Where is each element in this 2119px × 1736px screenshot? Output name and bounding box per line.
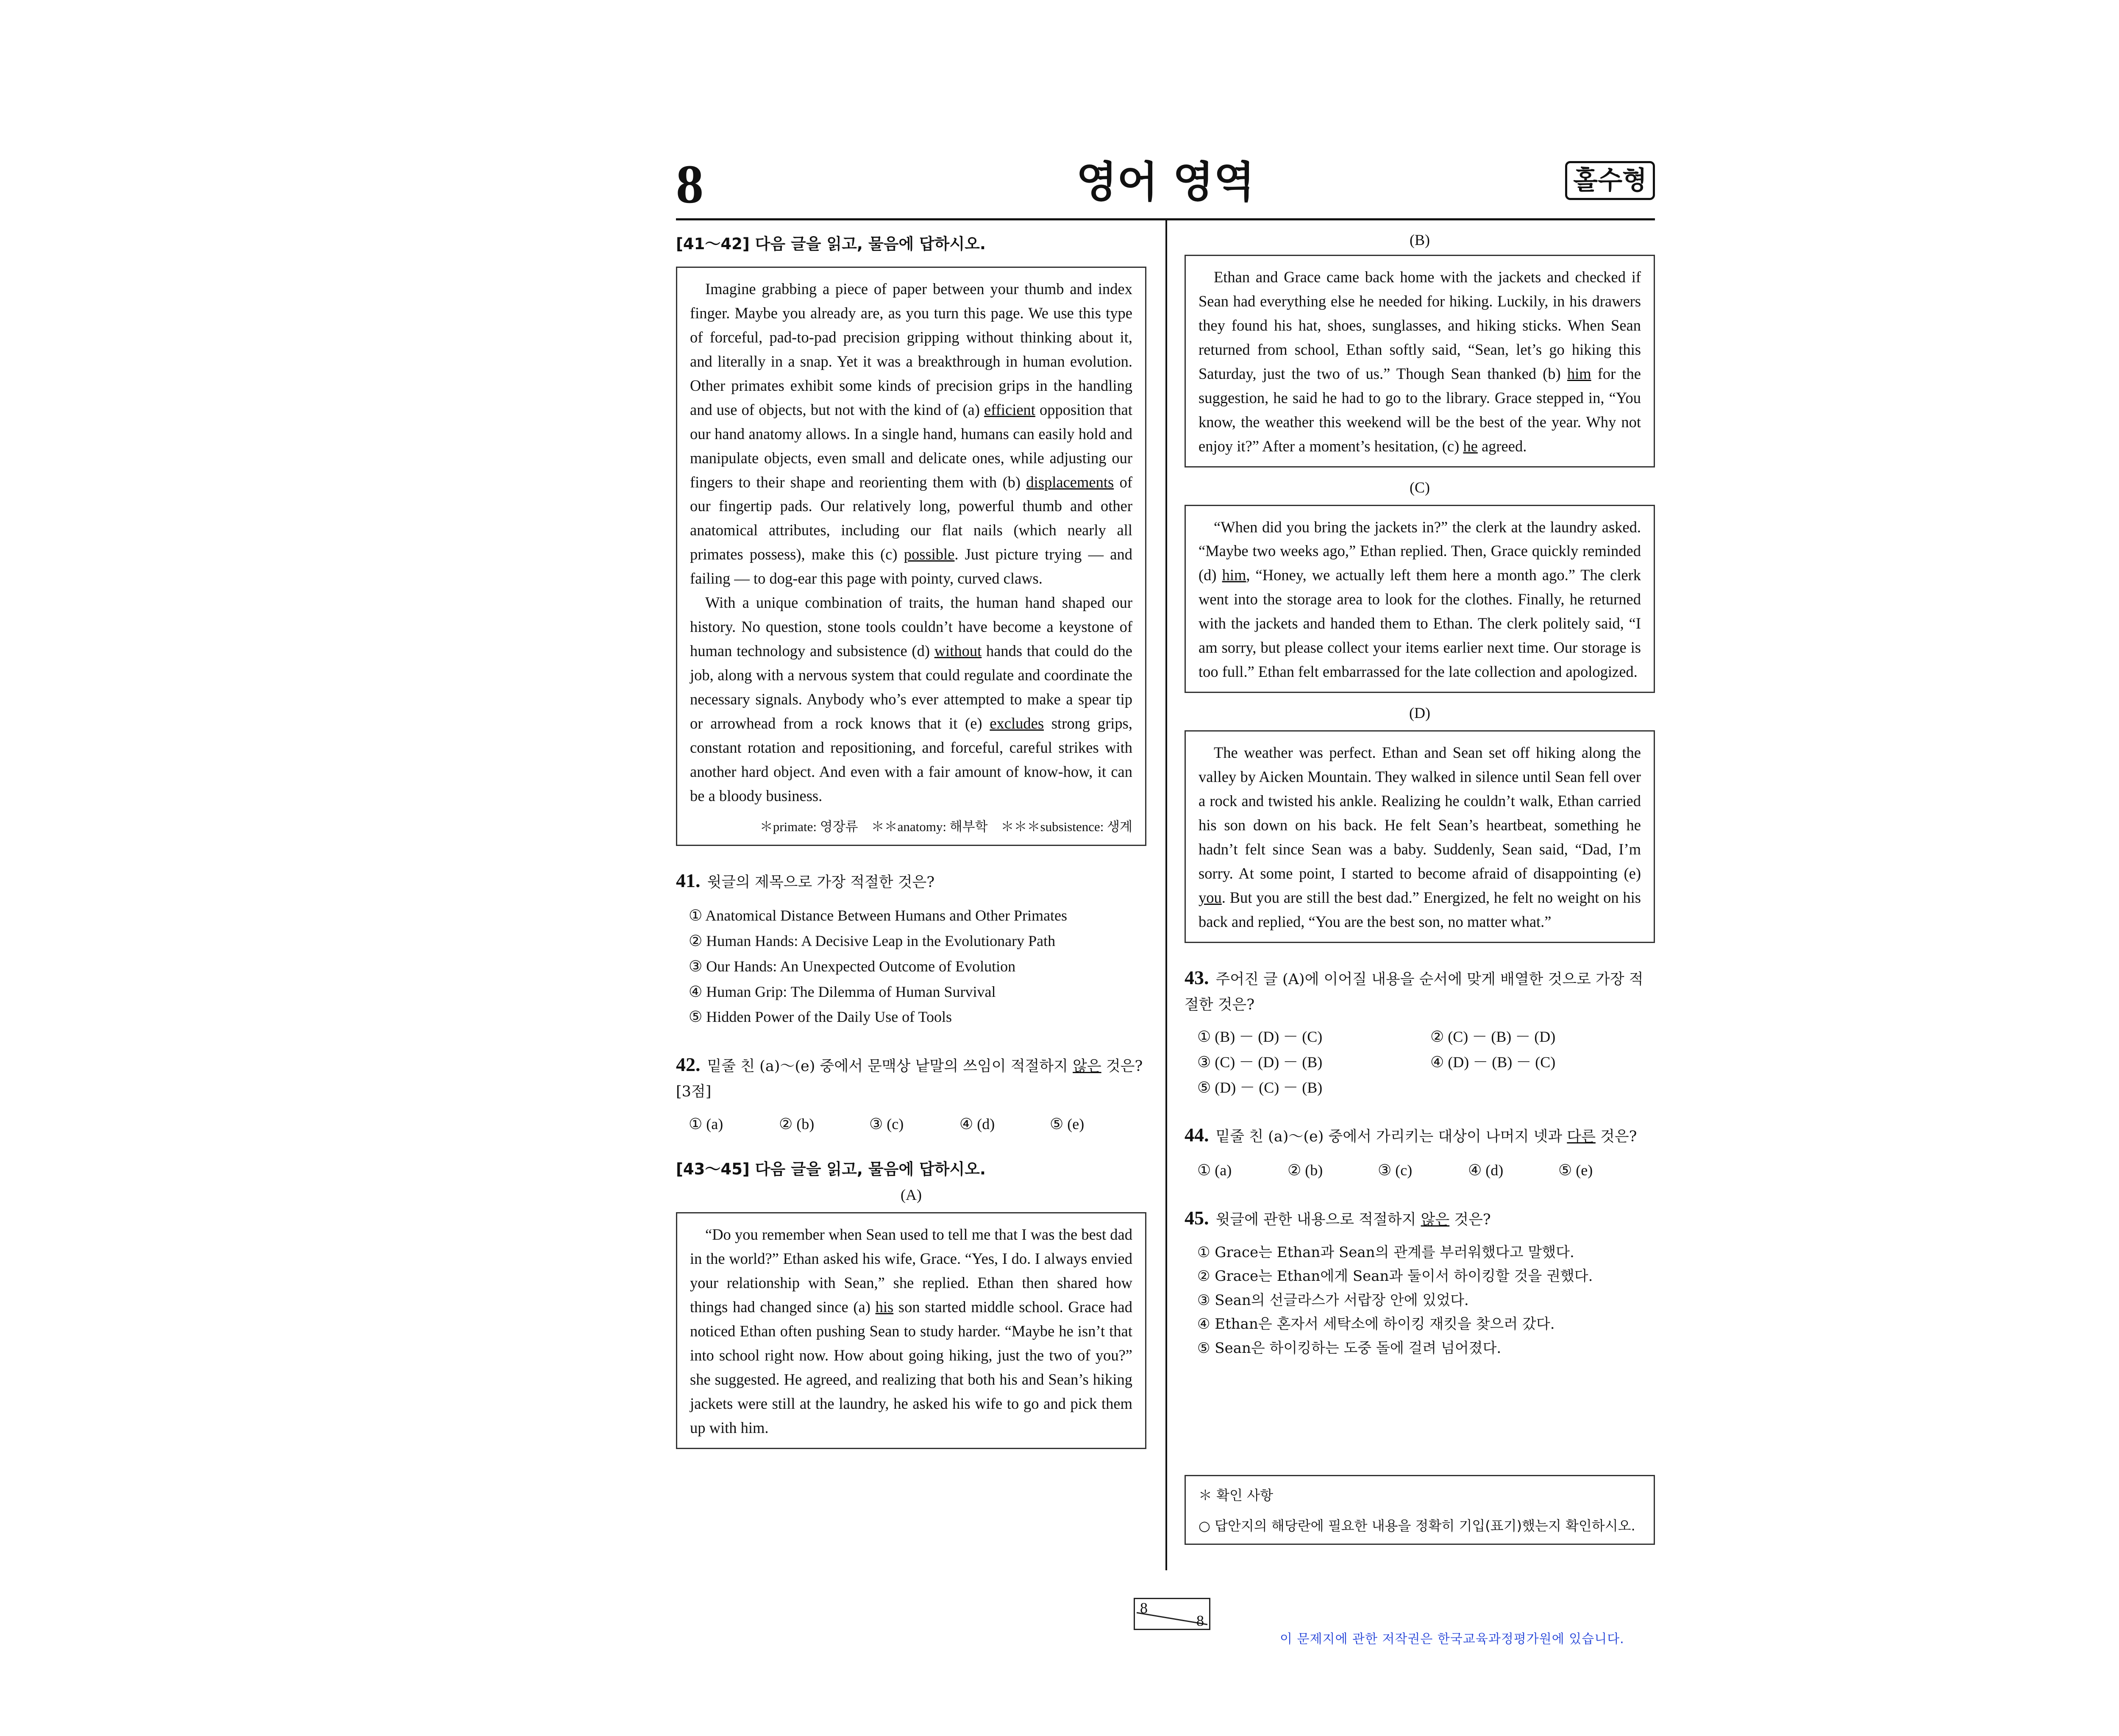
answer-option[interactable]: ⑤ Sean은 하이킹하는 도중 돌에 걸려 넘어졌다. xyxy=(1197,1339,1502,1357)
answer-option[interactable]: ③ (c) xyxy=(1378,1161,1413,1179)
underlined-word: you xyxy=(1199,888,1222,906)
question-43 xyxy=(1185,963,1655,1101)
page-number: 8 xyxy=(676,154,704,215)
answer-option[interactable]: ④ (D) － (B) － (C) xyxy=(1430,1053,1556,1071)
answer-option[interactable]: ② (b) xyxy=(1288,1161,1323,1179)
question-45 xyxy=(1185,1203,1655,1360)
instruction-41-42: [41～42] 다음 글을 읽고, 물음에 답하시오. xyxy=(676,235,986,253)
question-text: 윗글의 제목으로 가장 적절한 것은? xyxy=(707,874,935,891)
underlined-word: excludes xyxy=(990,714,1044,732)
question-number: 44. xyxy=(1185,1124,1209,1146)
answer-option[interactable]: ② Human Hands: A Decisive Leap in the Evolutionary Path xyxy=(689,932,1056,950)
answer-option[interactable]: ③ Sean의 선글라스가 서랍장 안에 있었다. xyxy=(1197,1291,1469,1309)
question-text: 윗글에 관한 내용으로 적절하지 않은 것은? xyxy=(1215,1211,1491,1228)
question-number: 42. xyxy=(676,1054,701,1076)
answer-option[interactable]: ⑤ Hidden Power of the Daily Use of Tools xyxy=(689,1008,952,1026)
section-label-a: (A) xyxy=(901,1186,922,1204)
answer-option[interactable]: ④ Ethan은 혼자서 세탁소에 하이킹 재킷을 찾으러 갔다. xyxy=(1197,1316,1555,1333)
checklist-title: ＊ 확인 사항 xyxy=(1199,1487,1273,1503)
answer-option[interactable]: ⑤ (e) xyxy=(1050,1115,1085,1132)
answer-option[interactable]: ① Anatomical Distance Between Humans and Other Primates xyxy=(689,907,1068,924)
answer-option[interactable]: ③ Our Hands: An Unexpected Outcome of Evolution xyxy=(689,957,1016,975)
section-label-b: (B) xyxy=(1410,231,1430,248)
exam-page xyxy=(676,153,1655,1615)
question-42 xyxy=(676,1049,1146,1137)
checklist-box xyxy=(1185,1475,1655,1545)
answer-option[interactable]: ③ (c) xyxy=(869,1115,904,1132)
answer-option[interactable]: ① (B) － (D) － (C) xyxy=(1197,1028,1323,1046)
answer-option[interactable]: ④ (d) xyxy=(959,1115,995,1132)
answer-option[interactable]: ④ Human Grip: The Dilemma of Human Survival xyxy=(689,983,996,1000)
question-text: 밑줄 친 (a)～(e) 중에서 문맥상 낱말의 쓰임이 적절하지 않은 것은? [3점] xyxy=(676,1058,1143,1101)
answer-option[interactable]: ① Grace는 Ethan과 Sean의 관계를 부러워했다고 말했다. xyxy=(1197,1244,1574,1261)
underlined-word: him xyxy=(1567,364,1591,382)
underlined-word: possible xyxy=(904,545,955,563)
answer-option[interactable]: ① (a) xyxy=(1197,1161,1232,1179)
underlined-word: displacements xyxy=(1026,473,1114,491)
page-title: 영어 영역 xyxy=(1076,157,1255,207)
right-column xyxy=(1185,231,1655,1360)
underlined-word: his xyxy=(875,1298,894,1316)
answer-option[interactable]: ⑤ (D) － (C) － (B) xyxy=(1197,1079,1323,1096)
question-44 xyxy=(1185,1120,1655,1183)
passage-paragraph: With a unique combination of traits, the human hand shaped our history. No question, stone tools couldn’t have become a keystone of human technology and subsistence (d) without hands that could do the job, along with a nervous system that could regulate and coordinate the necessary signals. Anybody who’s ever attempted to make a spear tip or arrowhead from a rock knows that it (e) excludes strong grips, constant rotation and repositioning, and forceful, careful strikes with another hard object. And even with a fair amount of know-how, it can be a bloody business. xyxy=(690,594,1132,804)
left-column xyxy=(676,231,1146,1449)
answer-option[interactable]: ③ (C) － (D) － (B) xyxy=(1197,1053,1323,1071)
question-41 xyxy=(676,865,1146,1030)
answer-option[interactable]: ② Grace는 Ethan에게 Sean과 둘이서 하이킹할 것을 권했다. xyxy=(1197,1268,1593,1285)
question-number: 45. xyxy=(1185,1207,1209,1229)
page-total: 8 xyxy=(1196,1612,1204,1629)
answer-option[interactable]: ② (b) xyxy=(779,1115,815,1132)
underlined-word: efficient xyxy=(984,401,1035,418)
page-current: 8 xyxy=(1140,1600,1148,1616)
answer-option[interactable]: ② (C) － (B) － (D) xyxy=(1430,1028,1556,1046)
question-number: 43. xyxy=(1185,966,1209,988)
question-number: 41. xyxy=(676,869,701,891)
passage-a: “Do you remember when Sean used to tell me that I was the best dad in the world?” Ethan asked his wife, Grace. “Yes, I do. I always envied your relationship with Sean,” she replied. Ethan then shared how things had changed since (a) his son started middle school. Grace had noticed Ethan often pushing Sean to study harder. “Maybe he isn’t that into school right now. How about going hiking, just the two of you?” she suggested. He agreed, and realizing that both his and Sean’s hiking jackets were still at the laundry, he asked his wife to go and pick them up with him. xyxy=(676,1212,1146,1449)
question-text: 밑줄 친 (a)～(e) 중에서 가리키는 대상이 나머지 넷과 다른 것은? xyxy=(1215,1128,1637,1146)
footnote: ＊primate: 영장류 ＊＊anatomy: 해부학 ＊＊＊subsistence: 생계 xyxy=(759,819,1132,834)
checklist-item: ○ 답안지의 해당란에 필요한 내용을 정확히 기입(표기)했는지 확인하시오. xyxy=(1199,1518,1635,1534)
answer-option[interactable]: ① (a) xyxy=(689,1115,723,1132)
section-label-d: (D) xyxy=(1409,704,1430,722)
passage-c: “When did you bring the jackets in?” the clerk at the laundry asked. “Maybe two weeks ago,” Ethan replied. Then, Grace quickly reminded (d) him, “Honey, we actually left them here a month ago.” The clerk went into the storage area to look for the clothes. Finally, he returned with the jackets and handed them to Ethan. The clerk politely said, “I am sorry, but please collect your items earlier next time. Our storage is too full.” Ethan felt embarrassed for the late collection and apologized. xyxy=(1185,505,1655,693)
section-label-c: (C) xyxy=(1410,479,1430,496)
underlined-word: him xyxy=(1222,566,1246,584)
underlined-word: he xyxy=(1463,437,1478,455)
underlined-word: without xyxy=(934,642,982,660)
answer-option[interactable]: ④ (d) xyxy=(1468,1161,1504,1179)
exam-type-badge: 홀수형 xyxy=(1565,161,1655,200)
instruction-43-45: [43～45] 다음 글을 읽고, 물음에 답하시오. xyxy=(676,1160,986,1179)
page-indicator xyxy=(1134,1598,1210,1630)
copyright-notice: 이 문제지에 관한 저작권은 한국교육과정평가원에 있습니다. xyxy=(1280,1632,1624,1647)
passage-d: The weather was perfect. Ethan and Sean set off hiking along the valley by Aicken Mountain. They walked in silence until Sean fell over a rock and twisted his ankle. Realizing he couldn’t walk, Ethan carried his son down on his back. He felt Sean’s heartbeat, something he hadn’t felt since Sean was a baby. Suddenly, Sean said, “Dad, I’m sorry. At some point, I started to become afraid of disappointing (e) you. But you are still the best dad.” Energized, he felt no weight on his back and replied, “You are the best son, no matter what.” xyxy=(1185,730,1655,943)
passage-paragraph: Imagine grabbing a piece of paper between your thumb and index finger. Maybe you already are, as you turn this page. We use this type of forceful, pad-to-pad precision gripping without thinking about it, and literally in a snap. Yet it was a breakthrough in human evolution. Other primates exhibit some kinds of precision grips in the handling and use of objects, but not with the kind of (a) efficient opposition that our hand anatomy allows. In a single hand, humans can easily hold and manipulate objects, even small and delicate ones, while adjusting our fingers to their shape and reorienting them with (b) displacements of our fingertip pads. Our relatively long, powerful thumb and other anatomical attributes, including our flat nails (which nearly all primates possess), make this (c) possible. Just picture trying ― and failing ― to dog-ear this page with pointy, curved claws. xyxy=(690,280,1133,587)
column-divider xyxy=(1165,220,1167,1570)
answer-option[interactable]: ⑤ (e) xyxy=(1558,1161,1593,1179)
passage-b: Ethan and Grace came back home with the jackets and checked if Sean had everything else he needed for hiking. Luckily, in his drawers they found his hat, shoes, sunglasses, and hiking sticks. When Sean returned from school, Ethan softly said, “Sean, let’s go hiking this Saturday, just the two of us.” Though Sean thanked (b) him for the suggestion, he said he had to go to the library. Grace stepped in, “You know, the weather this weekend will be the best of the year. Why not enjoy it?” After a moment’s hesitation, (c) he agreed. xyxy=(1185,255,1655,467)
question-text: 주어진 글 (A)에 이어질 내용을 순서에 맞게 배열한 것으로 가장 적절한 것은? xyxy=(1185,971,1643,1013)
passage-41-42 xyxy=(676,267,1146,846)
